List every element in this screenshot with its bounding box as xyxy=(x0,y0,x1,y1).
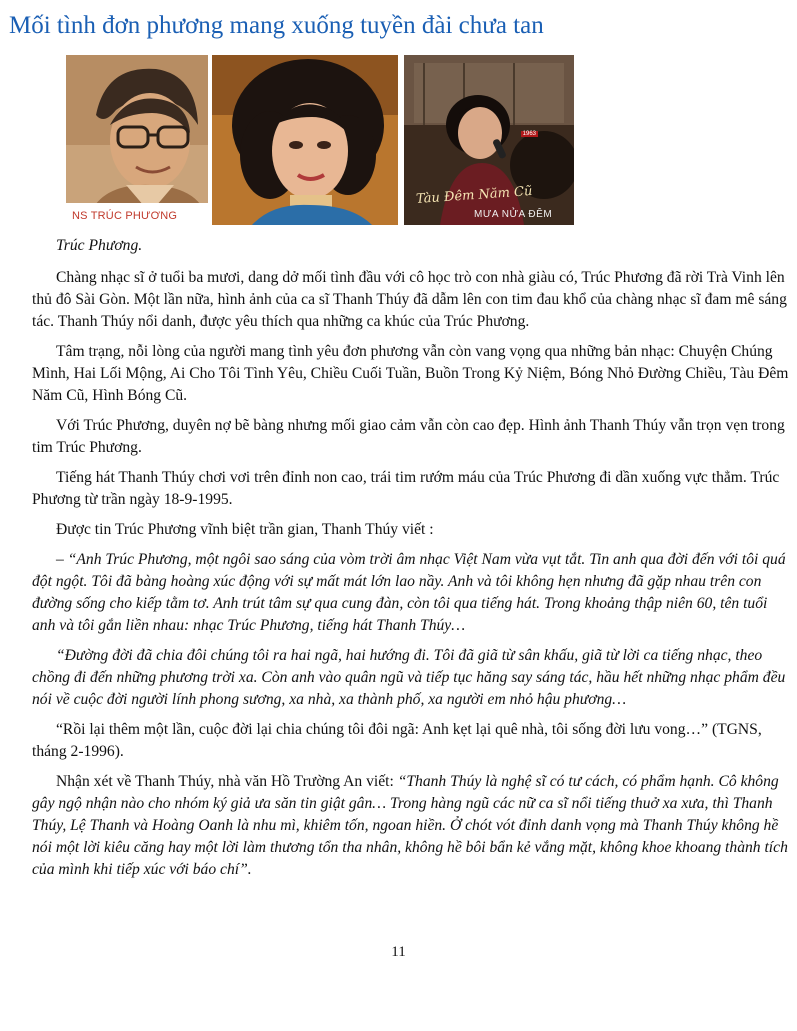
paragraph-3: Tâm trạng, nỗi lòng của người mang tình yêu đơn phương vẫn còn vang vọng qua những bản nhạc: Chuyện Chúng Mình, Hai Lối Mộng, Ai Cho Tôi Tình Yêu, Chiều Cuối Tuần, Buồn Trong Kỷ Niệm, Bóng Nhỏ Đường Chiều, Tàu Đêm Năm Cũ, Hình Bóng Cũ. xyxy=(32,343,789,404)
paragraph-9: “Rồi lại thêm một lần, cuộc đời lại chia chúng tôi đôi ngã: Anh kẹt lại quê nhà, tôi sống đời lưu vong…” (TGNS, tháng 2-1996). xyxy=(32,721,762,760)
quote-ho-truong-an: “Thanh Thúy là nghệ sĩ có tư cách, có phẩm hạnh. Cô không gây ngộ nhận nào cho nhóm ký giả ưa săn tin giật gân… Trong hàng ngũ các nữ ca sĩ nổi tiếng thuở xa xưa, thì Thanh Thúy, Lệ Thanh và Hoàng Oanh là nhu mì, khiêm tốn, ngoan hiền. Ở chót vót đỉnh danh vọng mà Thanh Thúy không hề nói một lời kiêu căng hay một lời làm thương tổn tha nhân, không hề bôi bẩn kẻ vắng mặt, không khoe khoang thành tích của mình khi tiếp xúc với báo chí”. xyxy=(32,773,788,878)
photo-truc-phuong xyxy=(66,55,208,225)
paragraph-2: Chàng nhạc sĩ ở tuổi ba mươi, dang dở mối tình đầu với cô học trò con nhà giàu có, Trúc Phương đã rời Trà Vinh lên thủ đô Sài Gòn. Một lần nữa, hình ảnh của ca sĩ Thanh Thúy đã dẫm lên con tim đau khổ của chàng nhạc sĩ đam mê sáng tác. Thanh Thúy nổi danh, được yêu thích qua những ca khúc của Trúc Phương. xyxy=(32,269,787,330)
page-number: 11 xyxy=(391,944,406,960)
paragraph-10-lead: Nhận xét về Thanh Thúy, nhà văn Hồ Trường An viết: xyxy=(56,773,398,790)
quote-thanh-thuy-1: “Anh Trúc Phương, một ngôi sao sáng của vòm trời âm nhạc Việt Nam vừa vụt tắt. Tin anh qua đời đến với tôi quá đột ngột. Tôi đã bàng hoàng xúc động với sự mất mát lớn lao nầy. Anh và tôi không hẹn nhưng đã gặp nhau trên con đường sống cho kiếp tằm tơ. Anh trút tâm sự qua cung đàn, còn tôi qua tiếng hát. Trong khoảng thập niên 60, tên tuổi anh và tôi gắn liền nhau: nhạc Trúc Phương, tiếng hát Thanh Thúy… xyxy=(32,551,786,634)
paragraph-6: Được tin Trúc Phương vĩnh biệt trần gian, Thanh Thúy viết : xyxy=(56,521,434,538)
album-subtitle: MƯA NỬA ĐÊM xyxy=(474,209,553,220)
paragraph-4: Với Trúc Phương, duyên nợ bẽ bàng nhưng mối giao cảm vẫn còn cao đẹp. Hình ảnh Thanh Thúy vẫn trọn vẹn trong tim Trúc Phương. xyxy=(32,417,785,456)
paragraph-8: “Đường đời đã chia đôi chúng tôi ra hai ngã, hai hướng đi. Tôi đã giã từ sân khấu, giã từ lời ca tiếng nhạc, theo chồng đi đến những phương trời xa. Còn anh vào quân ngũ và tiếp tục hăng say sáng tác, hầu hết những nhạc phẩm đều nói về cuộc đời người lính phong sương, xa nhà, xa thành phố, xa người em nhỏ hậu phương… xyxy=(32,647,786,708)
album-year-badge: 1963 xyxy=(522,131,536,137)
photo-caption: NS TRÚC PHƯƠNG xyxy=(72,210,178,222)
album-title: Tàu Đêm Năm Cũ xyxy=(415,183,533,208)
quote-dash: – xyxy=(56,551,68,568)
page-title: Mối tình đơn phương mang xuống tuyền đài chưa tan xyxy=(9,12,544,39)
paragraph-7 xyxy=(32,549,792,637)
paragraph-1: Trúc Phương. xyxy=(56,237,143,254)
paragraph-10 xyxy=(32,771,792,881)
article-body xyxy=(32,235,792,889)
paragraph-5: Tiếng hát Thanh Thúy chơi vơi trên đỉnh non cao, trái tim rướm máu của Trúc Phương đi dần xuống vực thẳm. Trúc Phương từ trần ngày 18-9-1995. xyxy=(32,469,780,508)
album-cover xyxy=(404,55,574,225)
portrait-man-image xyxy=(66,55,208,225)
photo-thanh-thuy xyxy=(212,55,398,225)
portrait-woman-image xyxy=(212,55,398,225)
